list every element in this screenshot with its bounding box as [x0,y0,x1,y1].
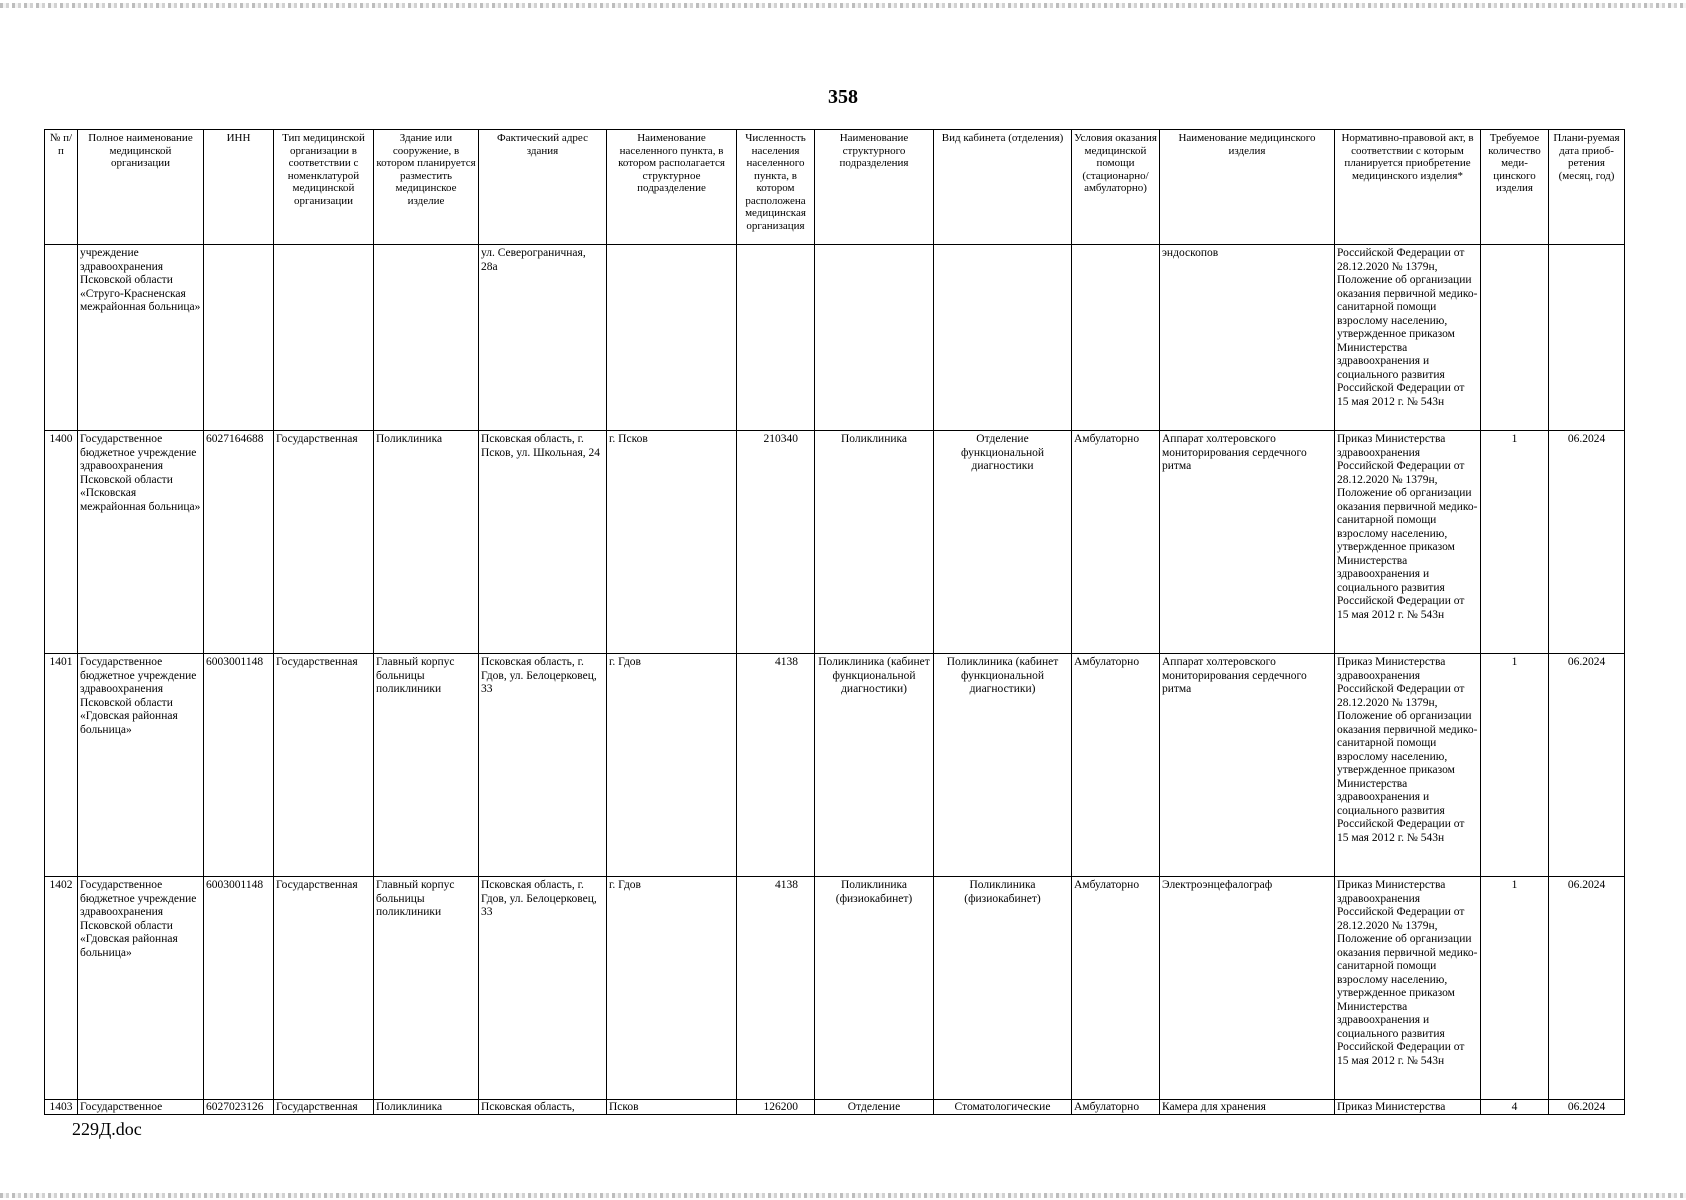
header-care-conditions: Условия оказания медицинской помощи (стационарно/ амбулаторно) [1072,130,1160,245]
table-row-partial [45,1100,1625,1115]
table-cell: Поликлиника (физиокабинет) [934,877,1072,1100]
table-cell: Поликлиника [374,1100,479,1115]
table-cell: 06.2024 [1549,654,1625,877]
footer-filename: 229Д.doc [72,1119,142,1139]
table-cell [1481,245,1549,431]
page-number: 358 [828,86,858,108]
table-cell: Псковская область, г. Псков, ул. Школьная, 24 [479,431,607,654]
table-cell: 6027164688 [204,431,274,654]
table-cell: 1 [1481,654,1549,877]
header-device-name: Наименование медицинского изделия [1160,130,1335,245]
table-cell: Отделение [815,1100,934,1115]
table-cell [1549,245,1625,431]
header-office-type: Вид кабинета (отделения) [934,130,1072,245]
table-cell: г. Гдов [607,654,737,877]
table-row-continuation [45,245,1625,431]
table-cell: 1403 [45,1100,78,1115]
table-cell [607,245,737,431]
table-cell [374,245,479,431]
header-quantity: Требуемое количество меди-цинского изделия [1481,130,1549,245]
table-row [45,431,1625,654]
table-cell: 4 [1481,1100,1549,1115]
table-cell: Приказ Министерства здравоохранения Российской Федерации от 28.12.2020 № 1379н, Положение об организации оказания первичной медико-санитарной помощи взрослому населению, утвержденное приказом Министерства здравоохранения и социального развития Российской Федерации от 15 мая 2012 г. № 543н [1335,431,1481,654]
scan-edge-top [0,3,1686,8]
table-cell: Поликлиника (кабинет функциональной диагностики) [815,654,934,877]
scan-edge-bottom [0,1193,1686,1198]
table-header-row [45,130,1625,245]
table-cell [815,245,934,431]
table-row [45,654,1625,877]
table-cell [204,245,274,431]
table-cell: 06.2024 [1549,431,1625,654]
table-cell [934,245,1072,431]
table-cell: 1402 [45,877,78,1100]
table-cell: Стоматологические [934,1100,1072,1115]
table-cell [274,245,374,431]
table-cell: Государственное [78,1100,204,1115]
header-planned-date: Плани-руемая дата приоб-ретения (месяц, год) [1549,130,1625,245]
table-cell: Приказ Министерства здравоохранения Российской Федерации от 28.12.2020 № 1379н, Положение об организации оказания первичной медико-санитарной помощи взрослому населению, утвержденное приказом Министерства здравоохранения и социального развития Российской Федерации от 15 мая 2012 г. № 543н [1335,877,1481,1100]
header-number: № п/п [45,130,78,245]
table-cell [45,245,78,431]
table-cell: Поликлиника (физиокабинет) [815,877,934,1100]
table-cell: Приказ Министерства [1335,1100,1481,1115]
header-inn: ИНН [204,130,274,245]
table-cell: Электроэнцефалограф [1160,877,1335,1100]
table-cell: эндоскопов [1160,245,1335,431]
table-cell: Амбулаторно [1072,877,1160,1100]
table-cell: Псковская область, г. Гдов, ул. Белоцерковец, 33 [479,877,607,1100]
header-org-type: Тип медицинской организации в соответствии с номенклатурой медицинской организации [274,130,374,245]
table-cell: Поликлиника [815,431,934,654]
table-cell: Псковская область, [479,1100,607,1115]
table-cell: Государственная [274,431,374,654]
table-cell [1072,245,1160,431]
header-division: Наименование структурного подразделения [815,130,934,245]
header-population: Численность населения населенного пункта, в котором расположена медицинская организация [737,130,815,245]
table-cell: Аппарат холтеровского мониторирования сердечного ритма [1160,654,1335,877]
table-cell: Главный корпус больницы поликлиники [374,877,479,1100]
table-cell: 1400 [45,431,78,654]
table-cell: Российской Федерации от 28.12.2020 № 1379н, Положение об организации оказания первичной медико-санитарной помощи взрослому населению, утвержденное приказом Министерства здравоохранения и социального развития Российской Федерации от 15 мая 2012 г. № 543н [1335,245,1481,431]
table-cell: Амбулаторно [1072,431,1160,654]
table-cell: 06.2024 [1549,877,1625,1100]
table-cell: г. Псков [607,431,737,654]
header-address: Фактический адрес здания [479,130,607,245]
header-org-name: Полное наименование медицинской организации [78,130,204,245]
table-cell: Главный корпус больницы поликлиники [374,654,479,877]
table-row [45,877,1625,1100]
table-cell: Государственное бюджетное учреждение здравоохранения Псковской области «Гдовская районная больница» [78,654,204,877]
table-cell: Государственная [274,1100,374,1115]
table-cell: Государственное бюджетное учреждение здравоохранения Псковской области «Гдовская районная больница» [78,877,204,1100]
table-cell: Поликлиника (кабинет функциональной диагностики) [934,654,1072,877]
table-cell: 1401 [45,654,78,877]
table-cell: Государственная [274,877,374,1100]
table-cell: 126200 [737,1100,815,1115]
table-cell: Псковская область, г. Гдов, ул. Белоцерковец, 33 [479,654,607,877]
table-cell: Аппарат холтеровского мониторирования сердечного ритма [1160,431,1335,654]
table-cell: г. Гдов [607,877,737,1100]
header-locality: Наименование населенного пункта, в котором располагается структурное подразделение [607,130,737,245]
table-cell: Амбулаторно [1072,654,1160,877]
table-cell: Камера для хранения [1160,1100,1335,1115]
table-cell: 6003001148 [204,877,274,1100]
table-cell: учреждение здравоохранения Псковской области «Струго-Красненская межрайонная больница» [78,245,204,431]
table-cell: 210340 [737,431,815,654]
table-cell: Псков [607,1100,737,1115]
medical-devices-table [44,129,1625,1115]
table-cell: Поликлиника [374,431,479,654]
table-cell: 1 [1481,431,1549,654]
table-cell: 6027023126 [204,1100,274,1115]
table-cell: 4138 [737,654,815,877]
table-cell: 1 [1481,877,1549,1100]
table-cell: 06.2024 [1549,1100,1625,1115]
table-cell [737,245,815,431]
header-building: Здание или сооружение, в котором планируется разместить медицинское изделие [374,130,479,245]
table-cell: Отделение функциональной диагностики [934,431,1072,654]
table-cell: Государственное бюджетное учреждение здравоохранения Псковской области «Псковская межрайонная больница» [78,431,204,654]
table-cell: 4138 [737,877,815,1100]
table-cell: Государственная [274,654,374,877]
header-legal-act: Нормативно-правовой акт, в соответствии с которым планируется приобретение медицинского изделия* [1335,130,1481,245]
table-cell: Амбулаторно [1072,1100,1160,1115]
table-cell: Приказ Министерства здравоохранения Российской Федерации от 28.12.2020 № 1379н, Положение об организации оказания первичной медико-санитарной помощи взрослому населению, утвержденное приказом Министерства здравоохранения и социального развития Российской Федерации от 15 мая 2012 г. № 543н [1335,654,1481,877]
table-cell: 6003001148 [204,654,274,877]
table-cell: ул. Северограничная, 28а [479,245,607,431]
